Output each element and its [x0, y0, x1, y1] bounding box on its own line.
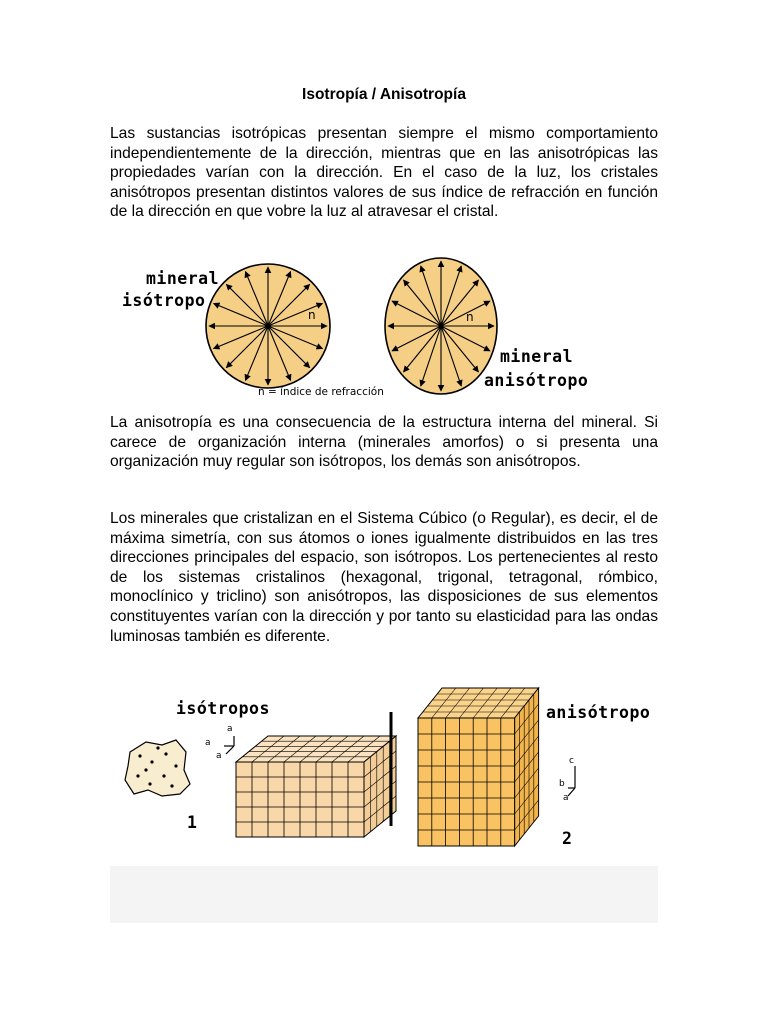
label-isotropos: isótropos: [176, 699, 270, 718]
label-mineral-aniso: mineral: [500, 347, 574, 366]
atom-dot: [162, 774, 165, 777]
paragraph-anisotropy: La anisotropía es una consecuencia de la estructura interna del mineral. Si carece de organización interna (minerales amorfos) o si presenta una organización muy regular son isótropos, los demás son anisótropos.: [110, 414, 658, 471]
atom-dot: [156, 746, 159, 749]
axis-label-a-left: a: [205, 738, 211, 748]
axis-label-c: c: [569, 756, 574, 766]
axis-label-a-bottom: a: [216, 751, 222, 761]
label-isotropo: isótropo: [122, 291, 206, 310]
atom-dot: [138, 754, 141, 757]
atom-dot: [148, 782, 151, 785]
refraction-caption: n = índice de refracción: [258, 386, 384, 398]
axis-label-a-top: a: [227, 724, 233, 734]
paragraph-intro: Las sustancias isotrópicas presentan siempre el mismo comportamiento independientemente de la dirección, mientras que en las anisotrópicas las propiedades varían con la dirección. En el caso de la luz, los cristales anisótropos presentan distintos valores de sus índice de refracción en función de la dirección en que vobre la luz al atravesar el cristal.: [110, 125, 658, 221]
atom-dot: [136, 774, 139, 777]
axis-label-b: b: [559, 779, 565, 789]
anisotropic-prism: [418, 688, 539, 846]
page-title: Isotropía / Anisotropía: [302, 86, 466, 103]
axis-label-a: a: [563, 793, 569, 803]
amorphous-grain: [125, 740, 190, 796]
atom-dot: [170, 784, 173, 787]
n-label-left: n: [308, 308, 316, 322]
atom-dot: [164, 752, 167, 755]
figure-number-2: 2: [562, 829, 573, 848]
n-label-right: n: [466, 310, 474, 324]
atom-dot: [174, 764, 177, 767]
label-anisotropo-2: anisótropo: [546, 703, 651, 722]
atom-dot: [150, 760, 153, 763]
isotropic-cube: [236, 736, 396, 837]
label-anisotropo: anisótropo: [484, 371, 589, 390]
footer-panel: [110, 866, 658, 923]
axes-left-icon: [224, 736, 234, 754]
label-mineral-iso: mineral: [146, 269, 220, 288]
axes-right-icon: [568, 766, 575, 796]
figure-number-1: 1: [187, 813, 198, 832]
paragraph-crystal-systems: Los minerales que cristalizan en el Sistema Cúbico (o Regular), es decir, el de máxima simetría, con sus átomos o iones igualmente distribuidos en las tres direcciones principales del espacio, son isótropos. Los pertenecientes al resto de los sistemas cristalinos (hexagonal, trigonal, tetragonal, rómbico, monoclínico y triclino) son anisótropos, las disposiciones de sus elementos constituyentes varían con la dirección y por tanto su elasticidad para las ondas luminosas también es diferente.: [110, 510, 658, 645]
atom-dot: [144, 768, 147, 771]
